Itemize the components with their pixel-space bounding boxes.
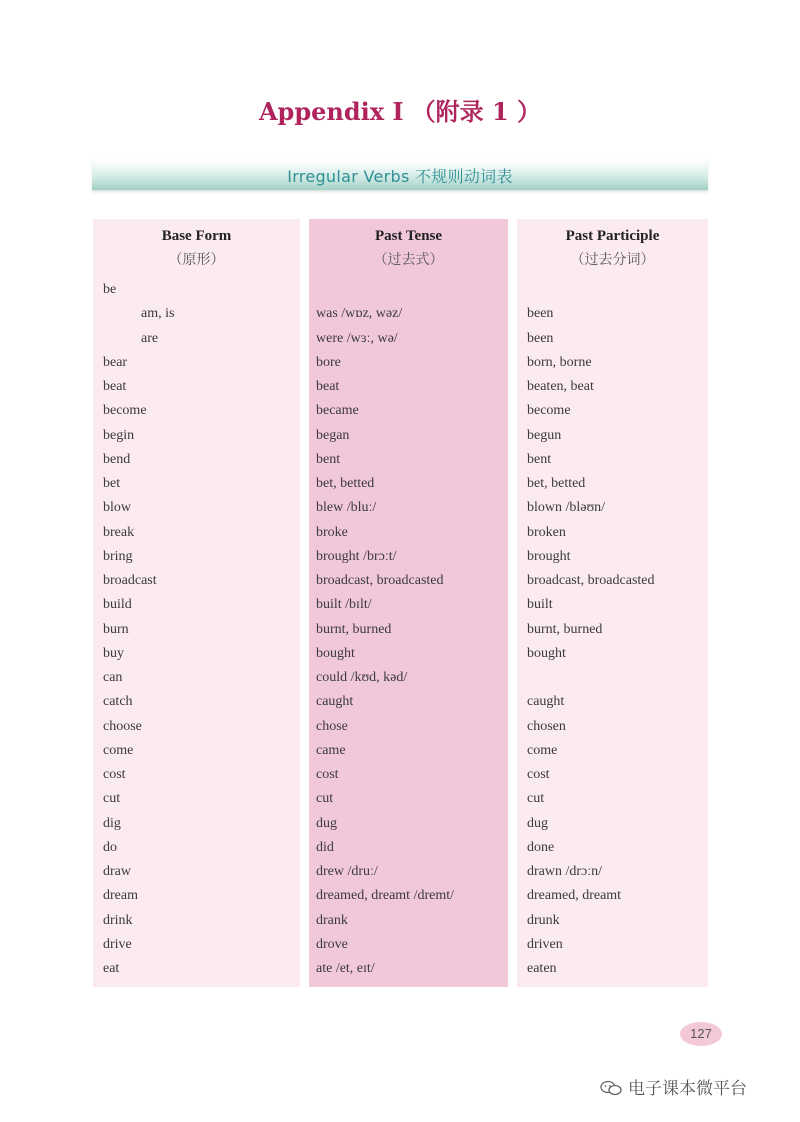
wechat-icon — [600, 1080, 622, 1096]
base-form-cell: draw — [103, 864, 131, 879]
base-form-cell: burn — [103, 621, 129, 637]
page-title-main: Appendix I — [258, 97, 404, 126]
base-form-cell: broadcast — [103, 573, 157, 588]
past-participle-cell: bet, betted — [527, 476, 586, 491]
past-tense-cell: came — [316, 742, 346, 758]
base-form-cell: be — [103, 282, 117, 297]
past-participle-cell: built — [527, 597, 553, 613]
base-form-cell: bend — [103, 451, 131, 467]
past-tense-cell: were /wɜː, wə/ — [316, 330, 398, 346]
past-participle-cell: born, borne — [527, 354, 592, 370]
past-participle-cell: burnt, burned — [527, 621, 603, 637]
past-tense-cell: bet, betted — [316, 476, 375, 491]
past-tense-column — [309, 219, 508, 987]
past-participle-cell: broadcast, broadcasted — [527, 573, 655, 588]
past-tense-cell: beat — [316, 379, 340, 394]
base-form-cell: cost — [103, 767, 126, 782]
past-participle-cell: bent — [527, 451, 552, 467]
base-form-cell: blow — [103, 500, 131, 516]
past-tense-cell: broke — [316, 524, 348, 540]
watermark — [600, 1074, 747, 1099]
past-participle-cell: caught — [527, 694, 565, 710]
base-form-cell: build — [103, 597, 132, 613]
past-participle-cell: done — [527, 839, 555, 855]
past-tense-cell: caught — [316, 694, 354, 710]
past-tense-cell: dreamed, dreamt /dremt/ — [316, 888, 454, 904]
past-participle-cell: broken — [527, 524, 566, 540]
base-form-header: Base Form — [161, 228, 232, 244]
past-participle-cell: become — [527, 403, 571, 419]
base-form-column — [93, 219, 300, 987]
past-tense-cell: cost — [316, 767, 339, 782]
past-tense-cell: was /wɒz, wəz/ — [316, 306, 403, 322]
base-form-cell: come — [103, 742, 134, 758]
past-participle-cell: been — [527, 330, 554, 346]
past-tense-cell: drew /druː/ — [316, 864, 378, 879]
past-tense-cell: ate /et, eɪt/ — [316, 961, 375, 976]
past-participle-cell: begun — [527, 427, 562, 443]
page-title — [0, 92, 800, 127]
past-tense-cell: broadcast, broadcasted — [316, 573, 444, 588]
base-form-cell: break — [103, 524, 135, 540]
base-form-cell: eat — [103, 961, 120, 976]
past-tense-header: Past Tense — [374, 228, 443, 244]
base-form-cell: bring — [103, 548, 133, 564]
past-tense-cell: burnt, burned — [316, 621, 392, 637]
past-tense-cell: chose — [316, 718, 348, 734]
base-form-cell: buy — [103, 645, 124, 661]
base-form-cell: beat — [103, 379, 127, 394]
past-participle-column — [517, 219, 708, 987]
past-participle-cell: driven — [527, 936, 563, 952]
base-form-cell: become — [103, 403, 147, 419]
past-tense-cell: bought — [316, 645, 355, 661]
base-form-cell: begin — [103, 427, 135, 443]
past-participle-cell: eaten — [527, 961, 557, 976]
section-banner — [92, 160, 708, 190]
past-participle-cell: beaten, beat — [527, 379, 594, 394]
past-tense-cell: brought /brɔːt/ — [316, 548, 397, 564]
past-participle-cell: drunk — [527, 912, 560, 928]
base-form-cell: am, is — [141, 306, 175, 322]
base-form-cell: drive — [103, 936, 132, 952]
base-form-cell: dream — [103, 888, 138, 904]
past-tense-cell: bore — [316, 354, 341, 370]
base-form-cell: catch — [103, 694, 133, 710]
base-form-subheader: （原形） — [168, 252, 225, 268]
base-form-cell: bet — [103, 476, 121, 491]
past-participle-cell: dug — [527, 815, 548, 831]
past-tense-cell: did — [316, 839, 334, 855]
past-tense-cell: bent — [316, 451, 341, 467]
past-tense-cell: drank — [316, 912, 348, 928]
base-form-cell: dig — [103, 815, 121, 831]
past-tense-cell: drove — [316, 936, 348, 952]
past-tense-cell: could /kʊd, kəd/ — [316, 670, 408, 685]
past-participle-cell: bought — [527, 645, 566, 661]
past-participle-cell: blown /bləʊn/ — [527, 500, 606, 516]
base-form-cell: do — [103, 839, 117, 855]
past-tense-cell: began — [316, 427, 350, 443]
past-participle-cell: been — [527, 306, 554, 322]
base-form-cell: choose — [103, 718, 142, 734]
past-tense-cell: dug — [316, 815, 337, 831]
base-form-cell: can — [103, 670, 123, 685]
page-number: 127 — [680, 1022, 722, 1046]
past-participle-cell: dreamed, dreamt — [527, 888, 622, 904]
past-participle-cell: cut — [527, 791, 545, 807]
page-title-cn: （附录 1 ） — [411, 97, 542, 126]
past-tense-cell: became — [316, 403, 359, 419]
past-participle-cell: cost — [527, 767, 550, 782]
section-banner-text: Irregular Verbs 不规则动词表 — [287, 167, 513, 186]
past-tense-cell: built /bɪlt/ — [316, 597, 372, 613]
past-participle-cell: brought — [527, 548, 571, 564]
past-participle-header: Past Participle — [565, 228, 660, 244]
base-form-cell: are — [141, 330, 159, 346]
past-participle-cell: chosen — [527, 718, 566, 734]
base-form-cell: cut — [103, 791, 121, 807]
past-tense-subheader: （过去式） — [373, 252, 444, 268]
past-participle-cell: drawn /drɔːn/ — [527, 864, 603, 879]
past-tense-cell: blew /bluː/ — [316, 500, 377, 516]
past-participle-subheader: （过去分词） — [570, 252, 655, 268]
base-form-cell: bear — [103, 354, 128, 370]
past-participle-cell: come — [527, 742, 558, 758]
past-tense-cell: cut — [316, 791, 334, 807]
base-form-cell: drink — [103, 912, 133, 928]
watermark-text: 电子课本微平台 — [628, 1079, 747, 1099]
